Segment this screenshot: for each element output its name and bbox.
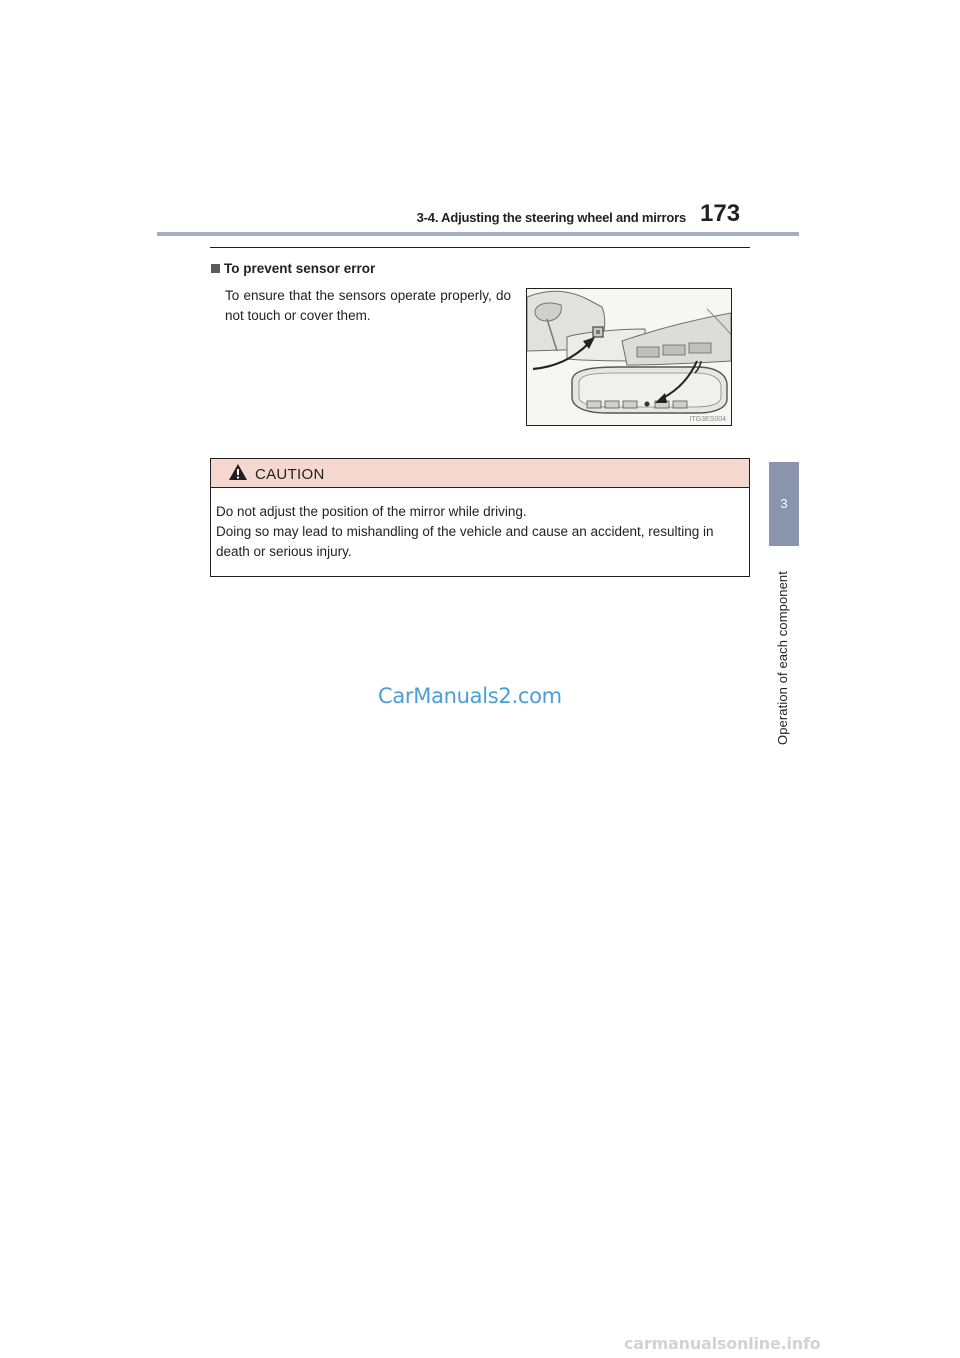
watermark-link[interactable]: CarManuals2.com [378, 684, 562, 708]
figure-code: ITG3ES004 [689, 416, 726, 423]
content-divider [210, 247, 750, 248]
caution-header [211, 459, 749, 488]
mirror-sensor-illustration [526, 288, 732, 426]
chapter-number: 3 [780, 496, 788, 511]
caution-line: Do not adjust the position of the mirror while driving. [216, 504, 527, 519]
footer-watermark: carmanualsonline.info [624, 1334, 821, 1353]
mirror-illustration-drawing [527, 289, 731, 425]
caution-line: Doing so may lead to mishandling of the vehicle and cause an accident, resulting in death or serious injury. [216, 524, 714, 559]
header-section-title: 3-4. Adjusting the steering wheel and mirrors [416, 210, 686, 225]
chapter-tab [769, 462, 799, 546]
section-heading [211, 261, 375, 276]
caution-box [210, 458, 750, 577]
page-number: 173 [700, 200, 741, 227]
header-rule [157, 232, 799, 236]
chapter-title: Operation of each component [775, 571, 790, 745]
caution-body [211, 488, 749, 562]
warning-triangle-icon [229, 464, 247, 485]
section-body: To ensure that the sensors operate properly, do not touch or cover them. [225, 288, 511, 323]
caution-title: CAUTION [255, 466, 325, 483]
section-heading-text: To prevent sensor error [224, 261, 376, 276]
square-bullet-icon [211, 264, 220, 273]
